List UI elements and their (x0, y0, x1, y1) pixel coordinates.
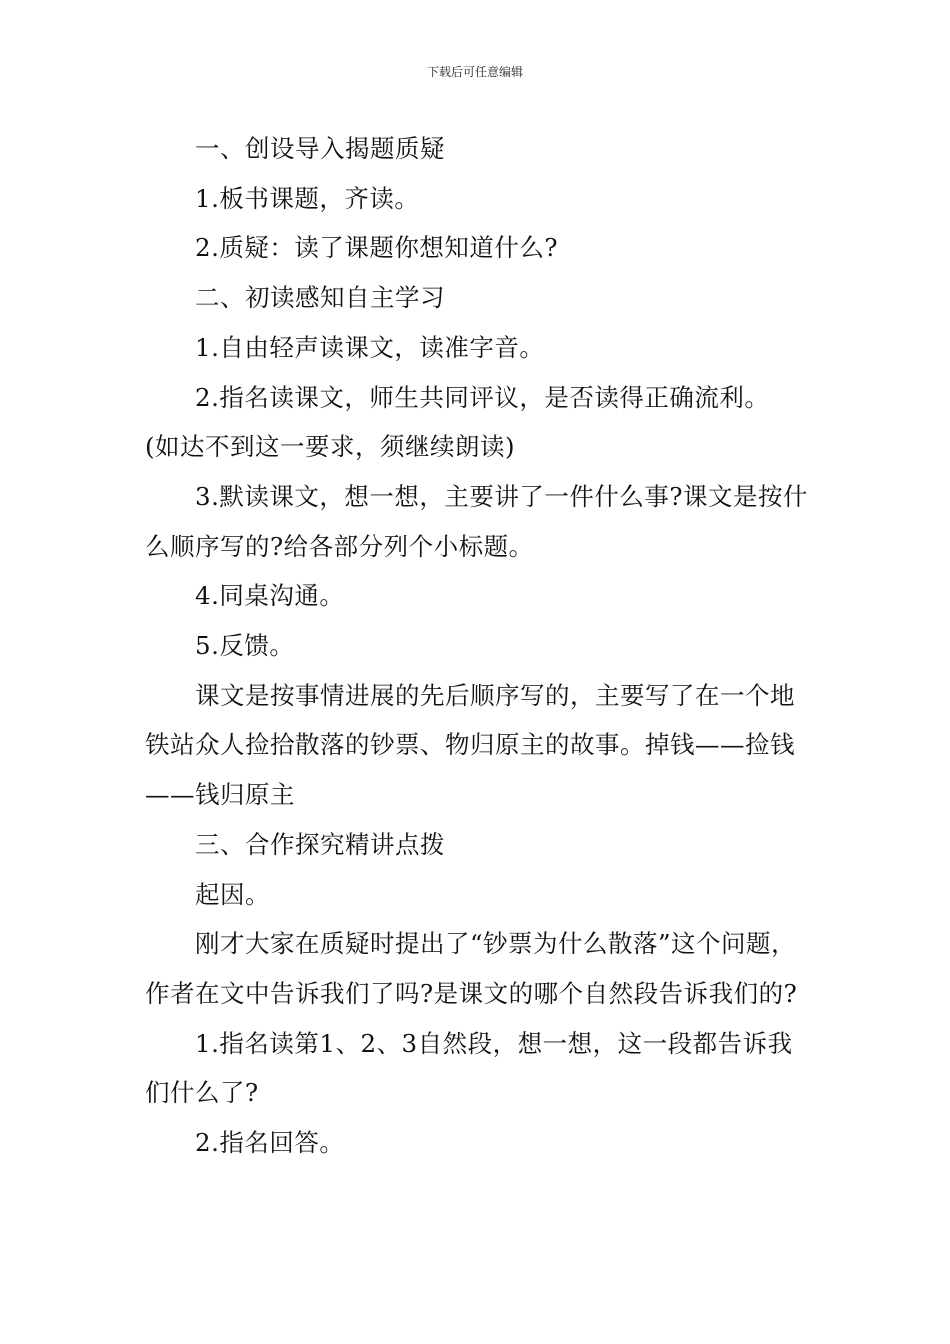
page-header-note: 下载后可任意编辑 (426, 65, 523, 79)
list-item: 1.自由轻声读课文，读准字音。 (195, 332, 545, 362)
list-item: 1.板书课题，齐读。 (195, 183, 420, 213)
list-item: 3.默读课文，想一想，主要讲了一件什么事?课文是按什么顺序写的?给各部分列个小标题。 (145, 481, 809, 561)
parenthetical-note: (如达不到这一要求，须继续朗读) (145, 432, 516, 462)
list-item: 1.指名读第1、2、3自然段，想一想，这一段都告诉我们什么了? (145, 1028, 793, 1108)
body-paragraph: 刚才大家在质疑时提出了“钞票为什么散落”这个问题，作者在文中告诉我们了吗?是课文的哪个自然段告诉我们的? (145, 929, 798, 1008)
section-heading-1: 一、创设导入揭题质疑 (195, 134, 445, 163)
list-item: 2.指名回答。 (195, 1128, 345, 1158)
list-item: 4.同桌沟通。 (195, 581, 345, 611)
list-item: 5.反馈。 (195, 631, 295, 661)
body-paragraph: 起因。 (195, 879, 270, 909)
list-item: 2.指名读课文，师生共同评议，是否读得正确流利。 (195, 382, 770, 412)
document-body (145, 124, 810, 1168)
section-heading-3: 三、合作探究精讲点拨 (195, 829, 445, 859)
section-heading-2: 二、初读感知自主学习 (195, 283, 445, 313)
body-paragraph: 课文是按事情进展的先后顺序写的，主要写了在一个地铁站众人捡拾散落的钞票、物归原主的故事。掉钱——捡钱——钱归原主 (145, 680, 795, 810)
list-item: 2.质疑：读了课题你想知道什么? (195, 233, 559, 263)
